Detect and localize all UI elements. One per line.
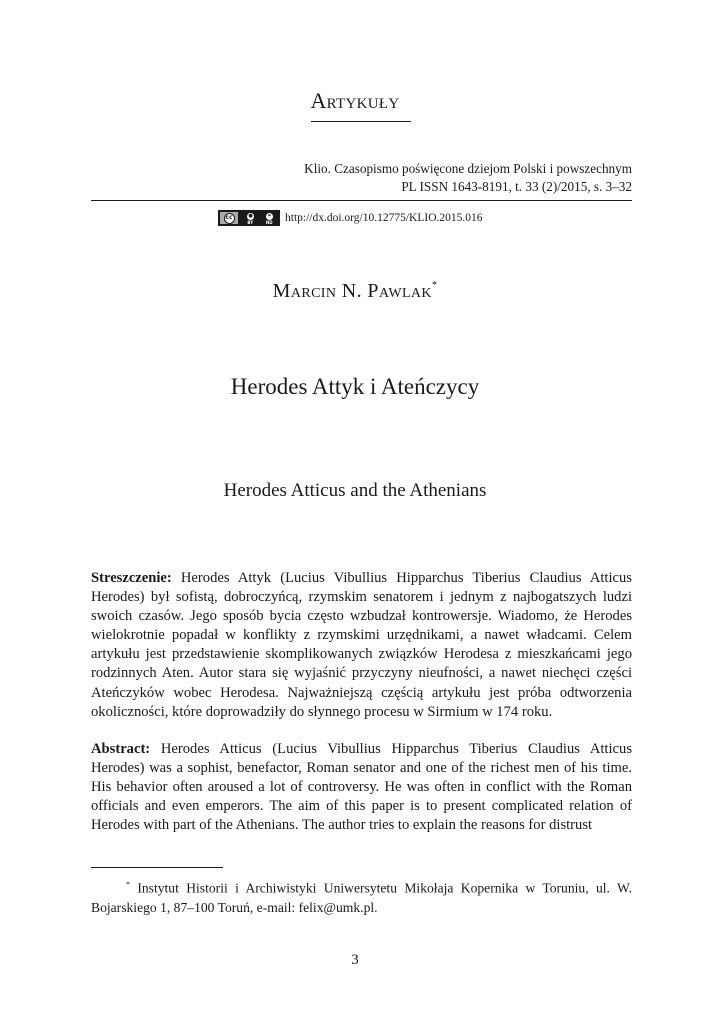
journal-title-line: Klio. Czasopismo poświęcone dziejom Polski i powszechnym	[304, 161, 632, 176]
footnote-marker: *	[126, 880, 130, 889]
article-title-pl: Herodes Attyk i Ateńczycy	[230, 374, 480, 399]
nd-icon: =	[265, 212, 274, 221]
section-heading-underline	[311, 121, 411, 122]
footnote-text: Instytut Historii i Archiwistyki Uniwersytetu Mikołaja Kopernika w Toruniu, ul. W. Bojarskiego 1, 87–100 Toruń, e-mail: felix@umk.pl.	[91, 880, 632, 915]
author-name-text: Marcin N. Pawlak	[272, 280, 432, 302]
cc-license-badge[interactable]	[218, 210, 280, 226]
footnote	[91, 875, 632, 917]
page-number: 3	[351, 952, 359, 968]
streszczenie-paragraph	[91, 569, 632, 722]
by-label: BY	[247, 220, 254, 225]
author-footnote-marker[interactable]: *	[431, 280, 438, 292]
nd-label: ND	[265, 220, 273, 225]
abstract-label: Abstract:	[91, 741, 151, 757]
streszczenie-label: Streszczenie:	[91, 570, 172, 586]
abstract-text: Herodes Atticus (Lucius Vibullius Hipparchus Tiberius Claudius Atticus Herodes) was a sophist, benefactor, Roman senator and one of the richest men of his time. His behavior often aroused a lot of controversy. He was often in conflict with the Roman officials and even emperors. The aim of this paper is to present complicated relation of Herodes with part of the Athenians. The author tries to explain the reasons for distrust	[91, 741, 632, 834]
article-title-en: Herodes Atticus and the Athenians	[223, 480, 487, 501]
author-name	[0, 280, 710, 303]
journal-info	[91, 160, 632, 196]
section-heading: Artykuły	[310, 88, 400, 113]
doi-link[interactable]: http://dx.doi.org/10.12775/KLIO.2015.016	[285, 212, 483, 224]
cc-icon: cc	[224, 213, 235, 224]
streszczenie-text: Herodes Attyk (Lucius Vibullius Hipparchus Tiberius Claudius Atticus Herodes) był sofistą, dobroczyńcą, rzymskim senatorem i jednym z najbogatszych ludzi swoich czasów. Jego sposób bycia często wzbudzał kontrowersje. Wiadomo, że Herodes wielokrotnie popadał w konflikty z rzymskimi urzędnikami, a nawet władcami. Celem artykułu jest przedstawienie skomplikowanych związków Herodesa z mieszkańcami jego rodzinnych Aten. Autor stara się wyjaśnić przyczyny nieufności, a nawet niechęci części Ateńczyków wobec Herodesa. Najważniejszą częścią artykułu jest próba odtworzenia okoliczności, które doprowadziły do słynnego procesu w Sirmium w 174 roku.	[91, 570, 632, 720]
footnote-divider	[91, 867, 223, 868]
license-doi-row	[218, 209, 483, 227]
journal-issn-line: PL ISSN 1643-8191, t. 33 (2)/2015, s. 3–32	[401, 179, 632, 194]
by-icon: ●	[246, 212, 255, 221]
abstract-paragraph	[91, 740, 632, 835]
header-divider	[91, 200, 632, 201]
